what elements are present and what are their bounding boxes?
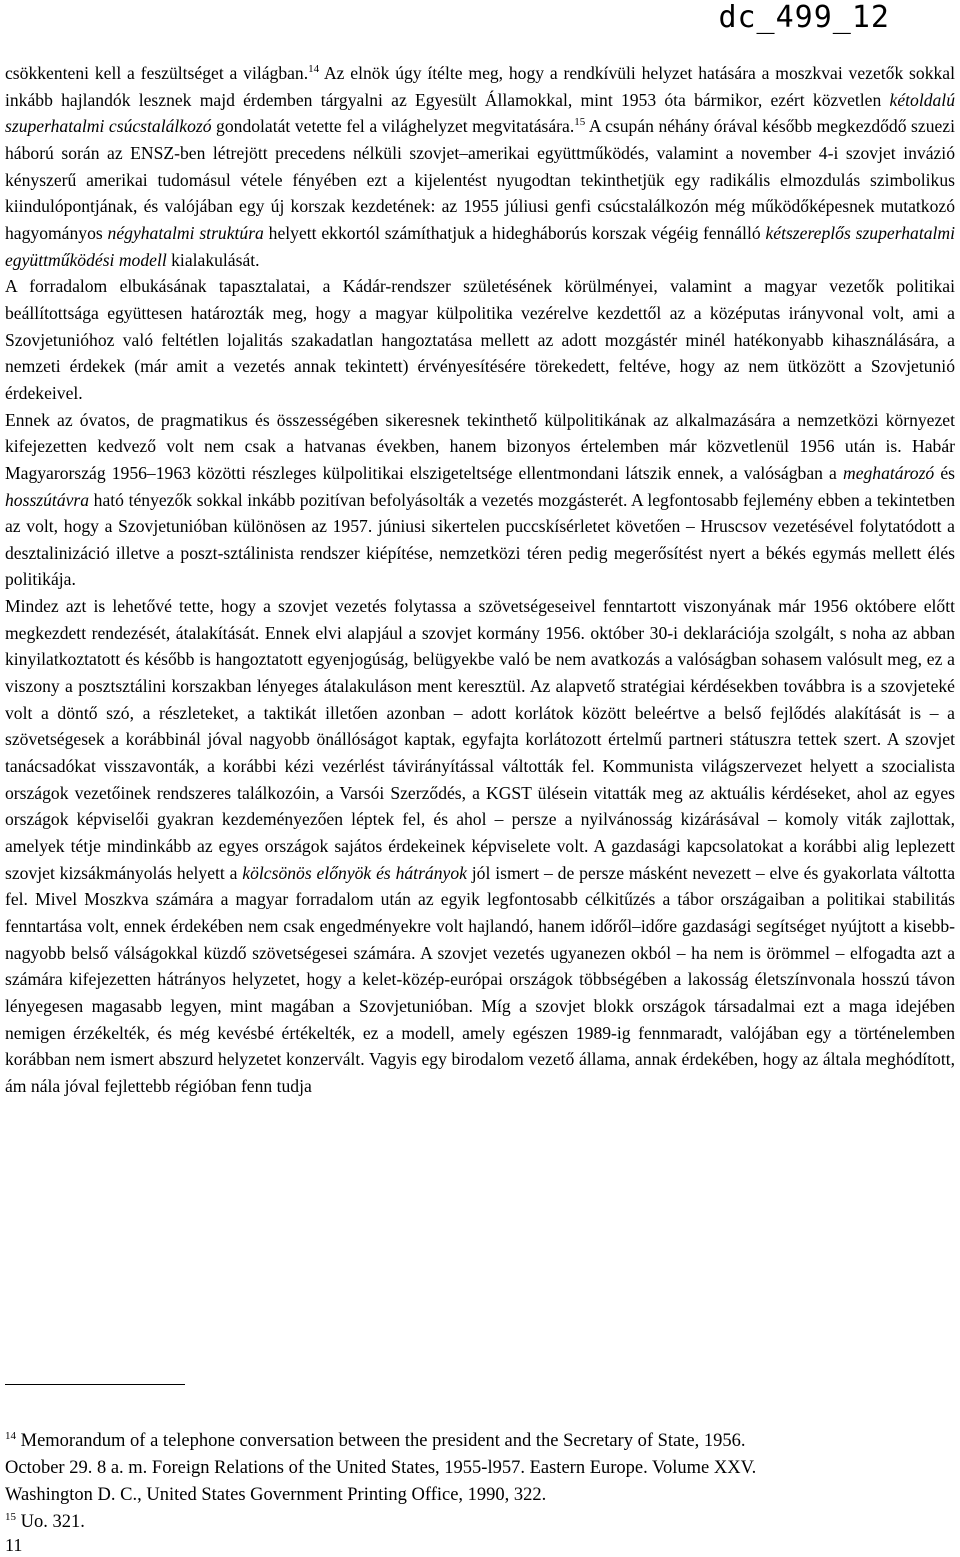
text-run: helyett ekkortól számíthatjuk a hidegháborús korszak végéig fennálló <box>263 222 766 243</box>
paragraph <box>5 593 955 1099</box>
text-run: kialakulását. <box>166 249 260 270</box>
document-id-header: dc_499_12 <box>718 0 890 35</box>
emphasis-text: kétoldalú szuperhatalmi csúcstalálkozó <box>5 89 955 137</box>
footnote-number: 14 <box>5 1429 16 1442</box>
text-run: csökkenteni kell a feszültséget a világban. <box>5 63 309 83</box>
footnotes <box>5 1428 955 1536</box>
text-run: Mindez azt is lehetővé tette, hogy a szovjet vezetés folytassa a szövetségeseivel fenntartott viszonyának már 1956 októbere előtt megkezdett rendezését, átalakítását. Ennek elvi alapjául a szovjet kormány 1956. október 30-i deklarációja szolgált, s noha az abban kinyilatkoztatott és később is hangoztatott egyenjogúság, belügyekbe való be nem avatkozás a valóságban sohasem valósult meg, ez a viszony a posztsztálini korszakban lényeges átalakuláson ment keresztül. Az alapvető stratégiai kérdésekben továbbra is a szovjeteké volt a döntő szó, a részleteket, a taktikát illetően azonban – adott korlátok között beleértve a belső fejlődés alakítását is – a szövetségesek a korábbinál jóval nagyobb önállóságot kaptak, egyfajta korlátozott értelmű partneri státuszra tettek szert. A szovjet tanácsadókat visszavonták, a korábbi kézi vezérlést távirányítással váltották fel. Kommunista világszervezet helyett a szocialista országok vezetőinek rendszeres találkozóin, a Varsói Szerződés, a KGST ülésein vitatták meg az aktuális kérdéseket, ahol az egyes országok képviselői gyakran kezdeményezően léptek fel, és ahol – persze a nyilvánosság kizárásával – komoly viták zajlottak, amelyek tétje mindinkább az egyes országok sajátos érdekeinek képviselete volt. A gazdasági kapcsolatokat a korábbi alig leplezett szovjet kizsákmányolás helyett a <box>5 596 955 883</box>
footnote-line: Uo. 321. <box>20 1512 85 1532</box>
footnote-line: Washington D. C., United States Government Printing Office, 1990, 322. <box>5 1485 547 1505</box>
paragraph <box>5 407 955 594</box>
footnote-line: Memorandum of a telephone conversation between the president and the Secretary of State, 1956. <box>20 1431 746 1451</box>
footnote-14 <box>5 1428 955 1455</box>
footnote-divider <box>5 1384 185 1385</box>
page-number: 11 <box>5 1535 23 1555</box>
text-run: Az elnök úgy ítélte meg, hogy a rendkívüli helyzet hatására a moszkvai vezetők sokkal inkább hajlandók lesznek majd érdemben tárgyalni az Egyesült Államokkal, mint 1953 óta bármikor, ezért közvetlen <box>5 63 955 110</box>
text-run: A csupán néhány órával később megkezdődő szuezi háború során az ENSZ-ben létrejött precedens nélküli szovjet–amerikai együttműködés, valamint a november 4-i szovjet invázió kényszerű amerikai tudomásul vétele fényében ezt a kijelentést nyugodtan tekinthetjük egy radikális elmozdulás szimbolikus kiindulópontjának, és valójában egy új korszak kezdetének: az 1955 júliusi genfi csúcstalálkozón még működőképesnek mutatkozó hagyományos <box>5 116 955 243</box>
text-run: gondolatát vetette fel a világhelyzet megvitatására. <box>211 116 575 137</box>
footnote-reference: 14 <box>308 63 320 76</box>
footnote-number: 15 <box>5 1510 16 1523</box>
footnote-15 <box>5 1509 955 1536</box>
paragraph <box>5 60 955 273</box>
text-run: és <box>934 462 955 483</box>
emphasis-text: hosszútávra <box>5 489 90 510</box>
text-run: jól ismert – de persze másként nevezett – elve és gyakorlata váltotta fel. Mivel Moszkva számára a magyar forradalom után az egyik legfontosabb célkitűzés a tábor országaiban a politikai stabilitás fenntartása volt, ennek érdekében nem csak engedményekre volt hajlandó, hanem időről–időre gazdasági segítséget nyújtott a kisebb-nagyobb belső válságokkal küzdő szövetségesei számára. A szovjet vezetés ugyanezen okból – ha nem is örömmel – elfogadta azt a számára kifejezetten hátrányos helyzetet, hogy a kelet-közép-európai országok többségében a lakosság életszínvonala hosszú távon lényegesen magasabb legyen, mint magában a Szovjetunióban. Míg a szovjet blokk országok társadalmai ezt a maga idejében nemigen érzékelték, és még kevésbé értékelték, ez a modell, amely egészen 1989-ig fennmaradt, valójában egy a történelemben korábban nem ismert abszurd helyzetet konzervált. Vagyis egy birodalom vezető állama, annak érdekében, hogy az általa meghódított, ám nála jóval fejlettebb régióban fenn tudja <box>5 862 956 1096</box>
footnote-line: October 29. 8 a. m. Foreign Relations of the United States, 1955-l957. Eastern Europe. Volume XXV. <box>5 1458 757 1478</box>
footnote-reference: 15 <box>574 116 586 129</box>
text-run: A forradalom elbukásának tapasztalatai, a Kádár-rendszer születésének körülményei, valamint a magyar vezetők politikai beállítottsága együttesen határozták meg, hogy a magyar külpolitika vezérelve kezdettől az a középutas irányvonal volt, ami a Szovjetunióhoz való feltétlen lojalitás szakadatlan hangoztatása mellett az adott mozgástér minél hatékonyabb kihasználására, a nemzeti érdekek (már amit a vezetés annak tekintett) érvényesítésére törekedett, feltéve, hogy az nem ütközött a Szovjetunió érdekeivel. <box>5 276 955 403</box>
emphasis-text: kétszereplős szuperhatalmi együttműködési modell <box>5 222 955 270</box>
emphasis-text: meghatározó <box>842 462 935 483</box>
emphasis-text: négyhatalmi struktúra <box>107 222 264 243</box>
emphasis-text: kölcsönös előnyök és hátrányok <box>242 862 467 883</box>
body-text <box>5 60 955 1100</box>
text-run: Ennek az óvatos, de pragmatikus és összességében sikeresnek tekinthető külpolitikának az alkalmazására a nemzetközi környezet kifejezetten kedvező volt nem csak a hatvanas években, hanem bizonyos értelemben már közvetlenül 1956 után is. Habár Magyarország 1956–1963 közötti részleges külpolitikai elszigeteltsége ellentmondani látszik ennek, a valóságban a <box>5 409 955 483</box>
text-run: ható tényezők sokkal inkább pozitívan befolyásolták a vezetés mozgásterét. A legfontosabb fejlemény ebben a tekintetben az volt, hogy a Szovjetunióban különösen az 1957. júniusi sikertelen puccskísérletet követően – Hruscsov vezetésével folytatódott a desztalinizáció illetve a poszt-sztálinista rendszer kiépítése, nemzetközi téren pedig megerősítést nyert a békés egymás mellett élés politikája. <box>5 489 955 590</box>
paragraph <box>5 273 955 406</box>
